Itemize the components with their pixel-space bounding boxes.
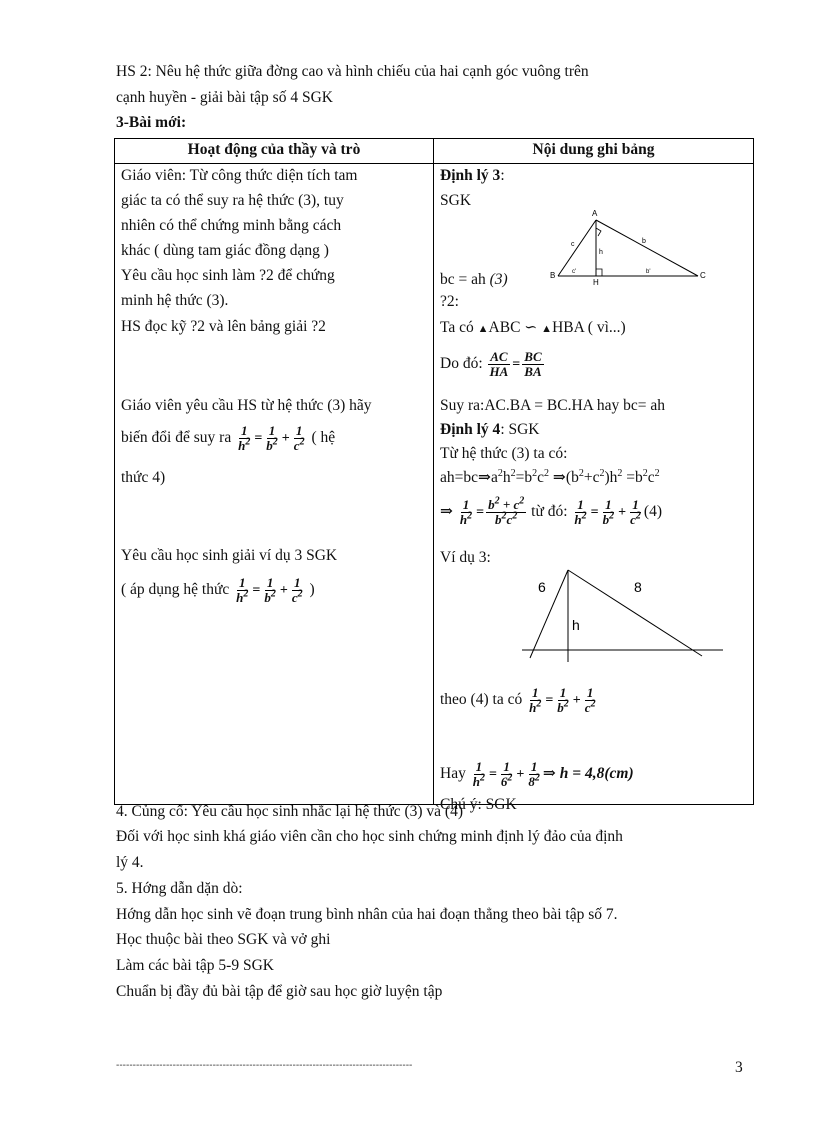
example-3-label: Ví dụ 3: bbox=[440, 549, 491, 566]
formula-fraction: $\frac{BC}{BA}$ bbox=[524, 349, 542, 379]
formula-fraction: $\frac{1}{b^2}$ bbox=[264, 575, 276, 605]
svg-text:A: A bbox=[592, 209, 598, 218]
homework-line: Chuẩn bị đầy đủ bài tập để giờ sau học giờ luyện tập bbox=[116, 983, 443, 1000]
formula-fraction: $\frac{1}{h^2}$ bbox=[529, 685, 542, 715]
homework-line: Hớng dẫn học sinh vẽ đoạn trung bình nhân của hai đoạn thẳng theo bài tập số 7. bbox=[116, 906, 618, 923]
formula-fraction: $\frac{1}{b^2}$ bbox=[602, 497, 615, 527]
formula-fraction: $\frac{1}{h^2}$ bbox=[574, 497, 587, 527]
conclusion-line: Suy ra:AC.BA = BC.HA hay bc= ah bbox=[440, 397, 666, 414]
left-p4-line: Yêu cầu học sinh giải ví dụ 3 SGK bbox=[121, 547, 338, 564]
similar-triangles-line: Ta có ▲ABC ∽ ▲HBA ( vì...) bbox=[440, 319, 626, 336]
review-line: 4. Củng cố: Yêu cầu học sinh nhắc lại hệ thức (3) và (4) bbox=[116, 803, 463, 820]
left-p1-line: khác ( dùng tam giác đồng dạng ) bbox=[121, 242, 329, 259]
svg-text:c': c' bbox=[572, 269, 577, 275]
svg-text:B: B bbox=[550, 271, 556, 280]
footer-rule: ----------------------------------------------------------------------------------------- bbox=[116, 1060, 413, 1071]
homework-line: Học thuộc bài theo SGK và vở ghi bbox=[116, 931, 331, 948]
left-p1-line: Yêu cầu học sinh làm ?2 để chứng bbox=[121, 267, 335, 284]
svg-text:6: 6 bbox=[538, 579, 546, 595]
right-column bbox=[434, 164, 753, 813]
formula-fraction: $\frac{1}{c^2}$ bbox=[291, 575, 303, 605]
header-teacher-activity: Hoạt động của thầy và trò bbox=[115, 139, 434, 164]
formula-fraction: $\frac{b^2 + c^2}{b^2c^2}$ bbox=[488, 495, 525, 527]
advanced-line-end: lý 4. bbox=[116, 854, 144, 871]
left-p3-text: biến đổi để suy ra bbox=[121, 429, 232, 447]
formula-fraction: $\frac{1}{c^2}$ bbox=[584, 685, 596, 715]
page-number: 3 bbox=[735, 1059, 743, 1076]
example-3-figure bbox=[518, 560, 728, 662]
svg-text:H: H bbox=[593, 278, 599, 286]
formula-fraction: $\frac{1}{h^2}$ bbox=[238, 423, 251, 453]
intro-line-2: cạnh huyền - giải bài tập số 4 SGK bbox=[116, 89, 333, 106]
formula-fraction: $\frac{1}{h^2}$ bbox=[459, 497, 473, 527]
result-line: Hay $\frac{1}{h^2}$ = $\frac{1}{6^2}$ + $\frac{1}{8^2}$ ⇒ h = 4,8(cm) bbox=[440, 759, 634, 789]
advanced-line: Đối với học sinh khá giáo viên cần cho học sinh chứng minh định lý đảo của định bbox=[116, 828, 623, 845]
theorem-3-ref: SGK bbox=[440, 192, 472, 209]
theorem-3-heading: Định lý 3: bbox=[440, 167, 505, 184]
svg-text:h: h bbox=[599, 249, 603, 256]
derivation-line: $ah=bc\Rightarrow a^2h^2=b^2c^2$ $\Rightarrow(b^2+c^2)h^2 =b^2c^2$ bbox=[440, 467, 660, 486]
left-p2: HS đọc kỹ ?2 và lên bảng giải ?2 bbox=[121, 318, 326, 335]
left-p1-line: Giáo viên: Từ công thức diện tích tam bbox=[121, 167, 358, 184]
formula-fraction: $\frac{1}{c^2}$ bbox=[293, 423, 305, 453]
formula-fraction: $\frac{1}{h^2}$ bbox=[472, 759, 485, 789]
left-column bbox=[115, 164, 433, 804]
right-triangle-figure bbox=[538, 206, 708, 286]
left-p4-formula-line: ( áp dụng hệ thức $\frac{1}{h^2}$ = $\frac{1}{b^2}$ + $\frac{1}{c^2}$ ) bbox=[121, 575, 315, 605]
ratio-line: Do đó: $\frac{AC}{HA}$ = $\frac{BC}{BA}$ bbox=[440, 349, 542, 379]
formula-fraction: $\frac{1}{6^2}$ bbox=[500, 759, 513, 789]
svg-text:C: C bbox=[700, 271, 706, 280]
svg-text:c: c bbox=[571, 241, 575, 248]
formula-fraction: $\frac{1}{c^2}$ bbox=[630, 497, 641, 527]
svg-text:b': b' bbox=[646, 269, 651, 275]
formula-fraction: $\frac{1}{h^2}$ bbox=[236, 575, 249, 605]
intro-line-1: HS 2: Nêu hệ thức giữa đờng cao và hình chiếu của hai cạnh góc vuông trên bbox=[116, 63, 589, 80]
left-p3-suffix: ( hệ bbox=[311, 429, 336, 447]
svg-text:b: b bbox=[642, 238, 646, 245]
left-p3-line: Giáo viên yêu cầu HS từ hệ thức (3) hãy bbox=[121, 397, 372, 414]
left-p1-line: nhiên có thể chứng minh bằng cách bbox=[121, 217, 342, 234]
section-heading: 3-Bài mới: bbox=[116, 114, 187, 131]
svg-text:h: h bbox=[572, 617, 580, 633]
formula-3: bc = ah (3) bbox=[440, 271, 508, 288]
note-line: Chú ý: SGK bbox=[440, 796, 517, 813]
left-p1-line: giác ta có thể suy ra hệ thức (3), tuy bbox=[121, 192, 344, 209]
formula-fraction: $\frac{1}{b^2}$ bbox=[266, 423, 278, 453]
left-p3-formula-line: biến đổi để suy ra $\frac{1}{h^2}$ = $\frac{1}{b^2}$ + $\frac{1}{c^2}$ ( hệ bbox=[121, 423, 336, 453]
svg-text:8: 8 bbox=[634, 579, 642, 595]
question-2-label: ?2: bbox=[440, 293, 459, 310]
theorem-4-heading: Định lý 4: SGK bbox=[440, 421, 540, 438]
formula-fraction: $\frac{1}{8^2}$ bbox=[528, 759, 540, 789]
derivation-intro: Từ hệ thức (3) ta có: bbox=[440, 445, 568, 462]
apply-formula-4-line: theo (4) ta có $\frac{1}{h^2}$ = $\frac{1}{b^2}$ + $\frac{1}{c^2}$ bbox=[440, 685, 596, 715]
header-board-content: Nội dung ghi bảng bbox=[434, 139, 754, 164]
homework-heading: 5. Hớng dẫn dặn dò: bbox=[116, 880, 243, 897]
left-p4-suffix: ) bbox=[309, 581, 315, 599]
formula-4-line: ⇒ $\frac{1}{h^2}$ = $\frac{b^2 + c^2}{b^2c^2}$ từ đó: $\frac{1}{h^2}$ = $\frac{1}{b^2}$ + $\frac{1}{c^2}$ (4) bbox=[440, 495, 662, 527]
left-p3-end: thức 4) bbox=[121, 469, 166, 486]
left-p4-text: ( áp dụng hệ thức bbox=[121, 581, 230, 599]
homework-line: Làm các bài tập 5-9 SGK bbox=[116, 957, 274, 974]
formula-fraction: $\frac{1}{b^2}$ bbox=[557, 685, 569, 715]
formula-fraction: $\frac{AC}{HA}$ bbox=[489, 349, 509, 379]
left-p1-line: minh hệ thức (3). bbox=[121, 292, 229, 309]
